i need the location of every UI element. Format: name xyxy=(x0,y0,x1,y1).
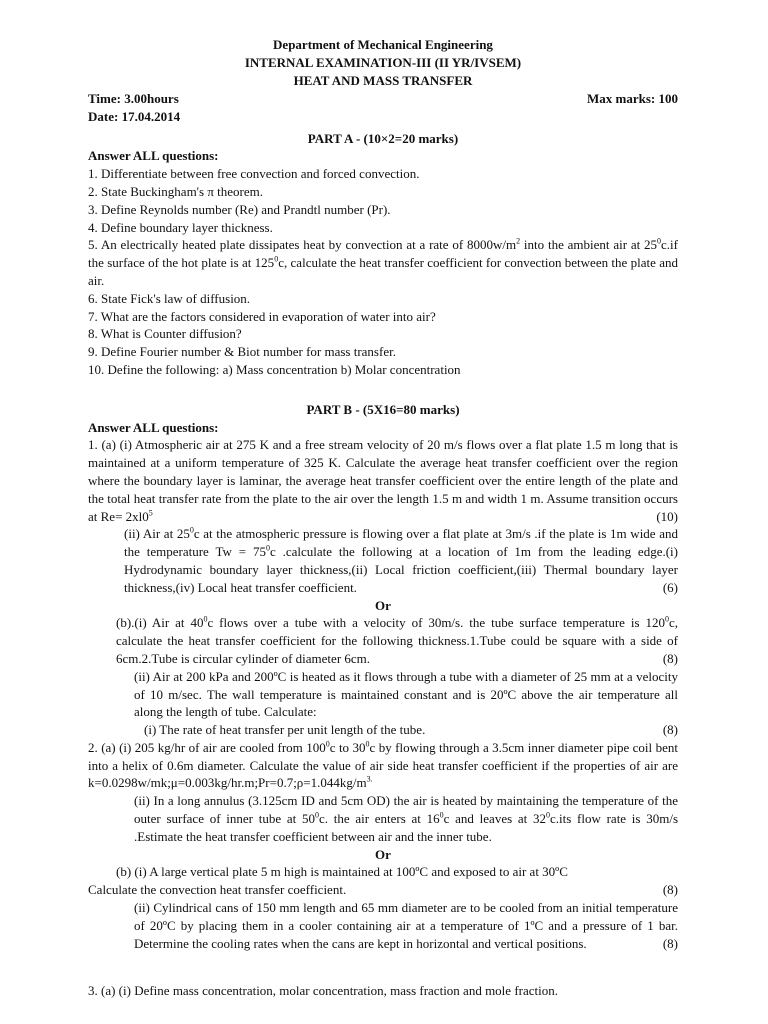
q5-text-a: 5. An electrically heated plate dissipates heat by convection at a rate of 8000w/m xyxy=(88,237,517,253)
part-a-question-6: 6. State Fick's law of diffusion. xyxy=(88,290,251,306)
part-a-question-10: 10. Define the following: a) Mass concentration b) Molar concentration xyxy=(88,361,461,377)
part-a-question-9: 9. Define Fourier number & Biot number for mass transfer. xyxy=(88,344,396,360)
or-separator: Or xyxy=(375,597,391,613)
q2a-i-text-b: c to 30 xyxy=(329,739,366,755)
or-separator: Or xyxy=(375,846,391,862)
q2a-i-sup-3: 3. xyxy=(366,775,373,785)
part-b-question-1b-ii-sub xyxy=(88,721,678,739)
q1b-ii-sub-text: (i) The rate of heat transfer per unit length of the tube. xyxy=(144,722,426,738)
part-a-question-1: 1. Differentiate between free convection and forced convection. xyxy=(88,166,420,182)
q2a-ii-text-d: c.its flow rate is 30m/s .Estimate the heat transfer coefficient between air and the inner tube. xyxy=(134,811,678,844)
marks-label: (8) xyxy=(662,882,678,898)
q2a-ii-text-a: (ii) In a long annulus (3.125cm ID and 5cm OD) the air is heated by maintaining the temperature of the outer surface of inner tube at 50 xyxy=(134,793,678,827)
q5-sup-2: 0 xyxy=(657,237,662,247)
marks-label: (6) xyxy=(662,579,678,595)
part-a-instruction: Answer ALL questions: xyxy=(88,148,219,164)
spacer xyxy=(88,379,678,397)
marks-label: (10) xyxy=(656,508,678,524)
q1b-i-text-c: c, calculate the heat transfer coefficient for the following thickness.1.Tube could be square with a side of 6cm.2.Tube is circular cylinder of diameter 6cm. xyxy=(116,615,678,666)
q1a-ii-text-b: c at the atmospheric pressure is flowing over a flat plate at 3m/s .if the plate is 1m wide and the temperature Tw = 75 xyxy=(124,526,678,560)
q5-text-c: c.if the surface of the hot plate is at 125 xyxy=(88,237,678,271)
q1a-ii-text-a: (ii) Air at 25 xyxy=(124,526,190,542)
q5-text-b: into the ambient air at 25 xyxy=(520,237,658,253)
q2a-ii-text-c: c and leaves at 32 xyxy=(443,811,546,827)
q2b-i-text-b: Calculate the convection heat transfer coefficient. xyxy=(88,882,347,898)
part-b-question-2b-ii xyxy=(88,899,678,952)
part-b-question-2a-i xyxy=(88,739,678,792)
marks-label: (8) xyxy=(662,722,678,738)
subject-heading: HEAT AND MASS TRANSFER xyxy=(293,73,473,88)
q1a-ii-sup-2: 0 xyxy=(265,543,270,553)
q1b-i-text-b: c flows over a tube with a velocity of 30m/s. the tube surface temperature is 120 xyxy=(207,615,665,631)
q2a-i-sup-2: 0 xyxy=(365,739,370,749)
part-a-question-3: 3. Define Reynolds number (Re) and Prandtl number (Pr). xyxy=(88,201,391,217)
part-a-question-8: 8. What is Counter diffusion? xyxy=(88,326,242,342)
part-b-question-1a-i xyxy=(88,436,678,525)
marks-label: (8) xyxy=(662,650,678,666)
part-b-instruction: Answer ALL questions: xyxy=(88,419,219,435)
q1a-i-text: 1. (a) (i) Atmospheric air at 275 K and a free stream velocity of 20 m/s flows over a flat plate 1.5 m long that is maintained at a uniform temperature of 325 K. Calculate the average heat transfer coefficient over the region where the boundary layer is laminar, the average heat transfer coefficient over the entire length of the plate and the total heat transfer rate from the plate to the air over the length 1.5 m and width 1 m. Assume transition occurs at Re= 2xl0 xyxy=(88,437,678,524)
part-b-question-2b-i-cont xyxy=(88,881,678,899)
q1b-i-text-a: (b).(i) Air at 40 xyxy=(116,615,204,631)
part-b-question-1b-ii: (ii) Air at 200 kPa and 200ºC is heated as it flows through a tube with a diameter of 25 mm at a velocity of 10 m/sec. The wall temperature is maintained constant and is 20ºC above the air temperature all along the length of tube. Calculate: xyxy=(134,668,678,720)
part-a-question-2: 2. State Buckingham's π theorem. xyxy=(88,183,263,199)
q1a-ii-sup-1: 0 xyxy=(189,526,194,535)
marks-label: (8) xyxy=(662,935,678,951)
exam-paper xyxy=(88,36,678,1000)
part-b-question-1b-i xyxy=(88,614,678,667)
q1b-i-sup-1: 0 xyxy=(203,614,208,624)
q1a-i-sup: 5 xyxy=(148,508,153,518)
q2a-i-text-a: 2. (a) (i) 205 kg/hr of air are cooled from 100 xyxy=(88,739,326,755)
q2a-ii-text-b: c. the air enters at 16 xyxy=(318,811,440,827)
part-a-question-7: 7. What are the factors considered in evaporation of water into air? xyxy=(88,308,436,324)
part-b-question-1a-ii xyxy=(88,525,678,596)
time-marks-row xyxy=(88,90,678,108)
part-b-question-2a-ii xyxy=(88,792,678,845)
q1a-ii-text-c: c .calculate the following at a location of 1m from the leading edge.(i) Hydrodynamic boundary layer thickness,(ii) Local friction coefficient,(iii) Thermal boundary layer thickness,(iv) Local heat transfer coefficient. xyxy=(124,544,678,595)
q5-sup-3: 0 xyxy=(274,254,279,264)
q2a-ii-sup-1: 0 xyxy=(314,810,319,820)
exam-heading: INTERNAL EXAMINATION-III (II YR/IVSEM) xyxy=(244,55,522,70)
q2a-ii-sup-2: 0 xyxy=(439,810,444,820)
part-b-question-3a-i: 3. (a) (i) Define mass concentration, molar concentration, mass fraction and mole fraction. xyxy=(88,983,558,999)
max-marks: Max marks: 100 xyxy=(587,91,678,106)
department-heading: Department of Mechanical Engineering xyxy=(273,37,493,52)
q1b-i-sup-2: 0 xyxy=(664,614,669,624)
exam-date: Date: 17.04.2014 xyxy=(88,108,181,124)
q2a-i-text-c: c by flowing through a 3.5cm inner diameter pipe coil bent into a helix of 0.6m diameter. Calculate the value of air side heat transfer coefficient if the properties of air are k=0.0298w/mk;μ=0.003kg/hr.m;Pr=0.7;ρ=1.044kg/m xyxy=(88,739,678,791)
part-b-question-2b-i: (b) (i) A large vertical plate 5 m high is maintained at 100ºC and exposed to air at 30ºC xyxy=(116,864,568,880)
part-a-question-5 xyxy=(88,236,678,289)
part-a-question-4: 4. Define boundary layer thickness. xyxy=(88,219,273,235)
exam-time: Time: 3.00hours xyxy=(88,91,179,106)
q2b-ii-text: (ii) Cylindrical cans of 150 mm length and 65 mm diameter are to be cooled from an initial temperature of 20ºC by placing them in a cooler containing air at a temperature of 1ºC and a pressure of 1 bar. Determine the cooling rates when the cans are kept in horizontal and vertical positions. xyxy=(134,900,678,951)
spacer xyxy=(88,952,678,982)
q5-sup-1: 2 xyxy=(516,237,521,247)
q2a-ii-sup-3: 0 xyxy=(546,810,550,820)
q5-text-d: c, calculate the heat transfer coefficient for convection between the plate and air. xyxy=(88,255,678,288)
part-b-title: PART B - (5X16=80 marks) xyxy=(306,401,460,417)
part-a-title: PART A - (10×2=20 marks) xyxy=(307,130,459,146)
q2a-i-sup-1: 0 xyxy=(325,739,330,749)
